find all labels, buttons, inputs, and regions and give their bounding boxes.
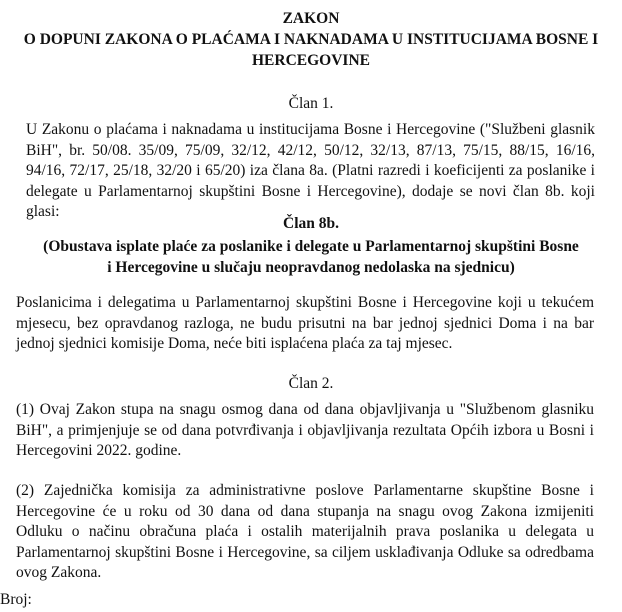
broj-label: Broj:	[0, 591, 32, 608]
law-title: ZAKON	[282, 10, 340, 27]
article-8b-text: Poslanicima i delegatima u Parlamentarnoj skupštini Bosne i Hercegovine koji u tekućem mjesecu, bez opravdanog razloga, ne budu prisutni na bar jednoj sjednici Doma i na bar jednoj sjednici komisije Doma, neće biti isplaćena plaća za taj mjesec.	[16, 294, 594, 352]
law-subtitle-line2: HERCEGOVINE	[252, 52, 370, 69]
article-8b-subtitle: (Obustava isplate plaće za poslanike i delegate u Parlamentarnoj skupštini Bosne i Hercegovine u slučaju neopravdanog nedolaska na sjednicu)	[43, 238, 579, 276]
article-2-heading: Član 2.	[288, 375, 334, 392]
law-subtitle-line1: O DOPUNI ZAKONA O PLAĆAMA I NAKNADAMA U INSTITUCIJAMA BOSNE I	[23, 31, 599, 48]
article-8b-heading: Član 8b.	[283, 215, 339, 232]
article-1-heading: Član 1.	[288, 95, 334, 112]
article-2-paragraph-1: (1) Ovaj Zakon stupa na snagu osmog dana od dana objavljivanja u "Službenom glasniku BiH", a primjenjuje se od dana potvrđivanja i objavljivanja rezultata Općih izbora u Bosni i Hercegovini 2022. godine.	[16, 401, 594, 459]
article-2-paragraph-2: (2) Zajednička komisija za administrativne poslove Parlamentarne skupštine Bosne i Hercegovine će u roku od 30 dana od dana stupanja na snagu ovog Zakona izmijeniti Odluku o načinu obračuna plaća i ostalih materijalnih prava poslanika u delegata u Parlamentarnoj skupštini Bosne i Hercegovine, sa ciljem usklađivanja Odluke sa odredbama ovog Zakona.	[16, 482, 594, 581]
article-1-text: U Zakonu o plaćama i naknadama u institucijama Bosne i Hercegovine ("Službeni glasnik BiH", br. 50/08. 35/09, 75/09, 32/12, 42/12, 50/12, 32/13, 87/13, 75/15, 88/15, 16/16, 94/16, 72/17, 25/18, 32/20 i 65/20) iza člana 8a. (Platni razredi i koeficijenti za poslanike i delegate u Parlamentarnoj skupštini Bosne i Hercegovine), dodaje se novi član 8b. koji glasi:	[26, 121, 595, 220]
